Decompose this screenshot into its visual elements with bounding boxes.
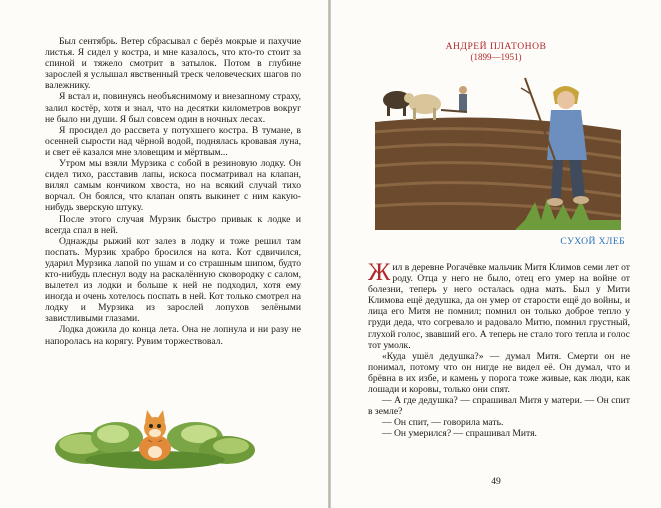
paragraph: — А где дедушка? — спрашивал Митя у матери. — Он спит в земле?: [368, 395, 630, 418]
field-plowing-illustration: [375, 70, 621, 230]
paragraph: «Куда ушёл дедушка?» — думал Митя. Смерти он не понимал, потому что он нигде не видел её. Он думал, что и брёвна в их избе, и камень у порога тоже живые, как люди, как лошади и коровы, только они спят.: [368, 350, 630, 396]
page-number: 49: [491, 476, 501, 487]
paragraph: Однажды рыжий кот залез в лодку и тоже решил там поспать. Мурзик храбро бросился на кота. Кот сдвичился, ударил Мурзика лапой по ушам и со страшным шипом, будто кто-нибудь плеснул воду на раскалённую сковородку с салом, вылетел из лодки и больше к ней не подходил, хотя ему иногда и очень хотелось поспать в ней. Кот только смотрел на лодку и Мурзика из зарослей лопухов зелёными завистливыми глазами.: [45, 235, 301, 325]
left-page-text: [45, 36, 301, 347]
first-paragraph-text: ил в деревне Рогачёвке мальчик Митя Климов семи лет от роду. Отца у него не было, отец его умер на войне от болезни, теперь у него осталась одна мать. Был у Мити Климова ещё дедушка, да он умер от старости ещё до войны, и лица его Митя не помнил; помнил он только доброе тепло у груди деда, что согревало и радовало Митю, помнил грустный, глухой голос, звавший его. А теперь не стало того тепла и голос тот умолк.: [368, 262, 630, 351]
left-page: [0, 0, 328, 508]
leaf-highlight: [97, 425, 129, 443]
boy-head: [557, 91, 575, 109]
author-name: АНДРЕЙ ПЛАТОНОВ: [445, 41, 547, 52]
paragraph: — Он умерился? — спрашивал Митя.: [382, 428, 537, 440]
cat-eye: [157, 424, 161, 428]
paragraph: Лодка дожила до конца лета. Она не лопнула и ни разу не напоролась на корягу. Рувим торжествовал.: [45, 324, 301, 347]
paragraph: Был сентябрь. Ветер сбрасывал с берёз мокрые и пахучие листья. Я сидел у костра, и мне казалось, что кто-то стоит за спиной и тяжело смотрит в затылок. Потом в глубине зарослей я услышал явственный треск человеческих шагов по валежнику.: [45, 36, 301, 92]
author-years: (1899—1951): [470, 52, 522, 62]
cat-in-burdock-vignette: [55, 398, 255, 470]
leaf-highlight: [213, 438, 249, 454]
paragraph: После этого случая Мурзик быстро привык к лодке и всегда спал в ней.: [45, 213, 301, 236]
cat-chest: [148, 446, 162, 458]
paragraph: Утром мы взяли Мурзика с собой в резиновую лодку. Он сидел тихо, расставив лапы, искоса посматривал на клапан, вилял самым кончиком хвоста, но на всякий случай тихо ворчал. Он боялся, что клапан опять выкинет с ним какую-нибудь зверскую штуку.: [45, 158, 301, 214]
right-page-text: [368, 259, 630, 440]
paragraph: — Он спит, — говорила мать.: [382, 417, 504, 429]
boy-leg: [551, 160, 563, 198]
cat-eye: [149, 424, 153, 428]
paragraph: Я встал и, повинуясь необъяснимому и внезапному страху, залил костёр, хотя и знал, что на десятки километров вокруг не было ни души. Я был совсем один в ночных лесах.: [45, 91, 301, 125]
right-page: [331, 0, 661, 508]
drop-cap: Ж: [368, 259, 391, 286]
plowman: [459, 94, 467, 112]
cat-muzzle: [149, 429, 161, 437]
story-title: СУХОЙ ХЛЕБ: [560, 236, 625, 247]
paragraph: Я просидел до рассвета у потухшего костра. В тумане, в осенней сырости над чёрной водой, поднялась кровавая луна, и свет её казался мне зловещим и мёртвым...: [45, 124, 301, 158]
first-paragraph: [368, 259, 630, 351]
